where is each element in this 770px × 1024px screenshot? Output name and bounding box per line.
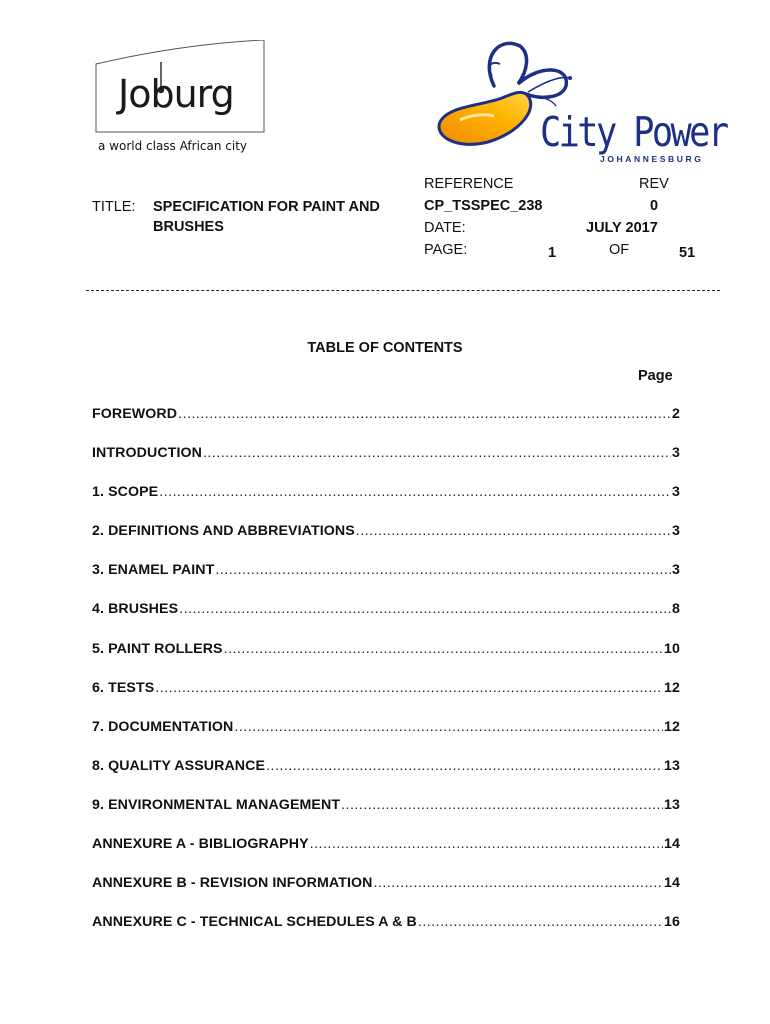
toc-leader-dots (234, 719, 663, 735)
toc-entry-page: 3 (672, 523, 680, 540)
toc-entry-label: ANNEXURE C - TECHNICAL SCHEDULES A & B (92, 914, 417, 931)
toc-entry-page: 13 (664, 796, 680, 813)
toc-entry-page: 14 (664, 836, 680, 853)
rev-value: 0 (650, 198, 659, 214)
joburg-tagline: a world class African city (98, 139, 248, 153)
toc-entry[interactable] (92, 445, 680, 484)
toc-leader-dots (155, 680, 663, 696)
toc-entry-page: 3 (672, 484, 680, 501)
toc-leader-dots (374, 875, 664, 891)
reference-label: REFERENCE (424, 176, 514, 192)
toc-leader-dots (224, 641, 663, 657)
city-power-wordmark: City Power (540, 108, 727, 156)
toc-entry[interactable] (92, 484, 680, 523)
toc-entry[interactable] (92, 562, 680, 601)
toc-leader-dots (215, 562, 671, 578)
toc-entry-page: 12 (664, 718, 680, 735)
toc-entry-page: 14 (664, 875, 680, 892)
page-value: 1 (548, 245, 557, 261)
toc-entry-label: FOREWORD (92, 406, 178, 422)
page-label: PAGE: (424, 242, 468, 258)
toc-leader-dots (159, 484, 671, 500)
toc-entry[interactable] (92, 680, 680, 719)
toc-entry-label: 4. BRUSHES (92, 601, 179, 618)
title-label: TITLE: (92, 199, 136, 215)
toc-entry-label: 1. SCOPE (92, 484, 159, 501)
joburg-wordmark: Joburg (118, 72, 234, 116)
toc-entry-page: 16 (664, 914, 680, 931)
toc-leader-dots (418, 914, 663, 930)
toc-entry-label: ANNEXURE A - BIBLIOGRAPHY (92, 836, 309, 853)
toc-entry-page: 3 (672, 562, 680, 579)
toc-entry[interactable] (92, 914, 680, 953)
toc-entry-page: 13 (664, 757, 680, 774)
toc-entry-page: 10 (664, 640, 680, 657)
toc-entry-page: 8 (672, 601, 680, 618)
toc-entry-page: 3 (672, 445, 680, 462)
toc-entry[interactable] (92, 641, 680, 680)
toc-entry[interactable] (92, 719, 680, 758)
toc-entry-label: INTRODUCTION (92, 445, 202, 462)
toc-leader-dots (266, 758, 663, 774)
toc-entry-label: 2. DEFINITIONS AND ABBREVIATIONS (92, 523, 355, 540)
reference-value: CP_TSSPEC_238 (424, 198, 543, 214)
header-divider (86, 290, 720, 291)
of-label: OF (609, 242, 630, 258)
toc-entry[interactable] (92, 406, 680, 445)
toc-entry[interactable] (92, 836, 680, 875)
date-value: JULY 2017 (586, 220, 658, 236)
toc-entry[interactable] (92, 601, 680, 640)
toc-entry-label: 9. ENVIRONMENTAL MANAGEMENT (92, 796, 341, 813)
toc-entry-label: 5. PAINT ROLLERS (92, 640, 223, 657)
toc-leader-dots (179, 601, 671, 617)
joburg-logo (92, 40, 267, 165)
toc-leader-dots (203, 445, 671, 461)
toc-entry-label: 8. QUALITY ASSURANCE (92, 757, 266, 774)
total-pages-value: 51 (679, 245, 696, 261)
toc-leader-dots (178, 406, 671, 422)
city-power-subtitle: JOHANNESBURG (600, 154, 704, 164)
city-power-logo (430, 36, 727, 176)
toc-entry[interactable] (92, 523, 680, 562)
date-label: DATE: (424, 220, 466, 236)
toc-entry-label: 6. TESTS (92, 679, 155, 696)
toc-page-header: Page (638, 368, 673, 384)
toc-entry[interactable] (92, 797, 680, 836)
toc-title: TABLE OF CONTENTS (307, 340, 463, 356)
toc-entry[interactable] (92, 875, 680, 914)
document-title-line-1: SPECIFICATION FOR PAINT AND (153, 199, 380, 215)
toc-entry-page: 2 (672, 406, 680, 422)
rev-label: REV (639, 176, 669, 192)
toc-entry-label: 7. DOCUMENTATION (92, 718, 234, 735)
toc-entry-label: 3. ENAMEL PAINT (92, 562, 215, 579)
document-title-line-2: BRUSHES (153, 219, 224, 235)
toc-leader-dots (310, 836, 663, 852)
toc-entry-label: ANNEXURE B - REVISION INFORMATION (92, 875, 373, 892)
toc-entry[interactable] (92, 758, 680, 797)
toc-entry-page: 12 (664, 679, 680, 696)
toc-leader-dots (341, 797, 663, 813)
toc-list (92, 406, 680, 953)
toc-leader-dots (356, 523, 671, 539)
